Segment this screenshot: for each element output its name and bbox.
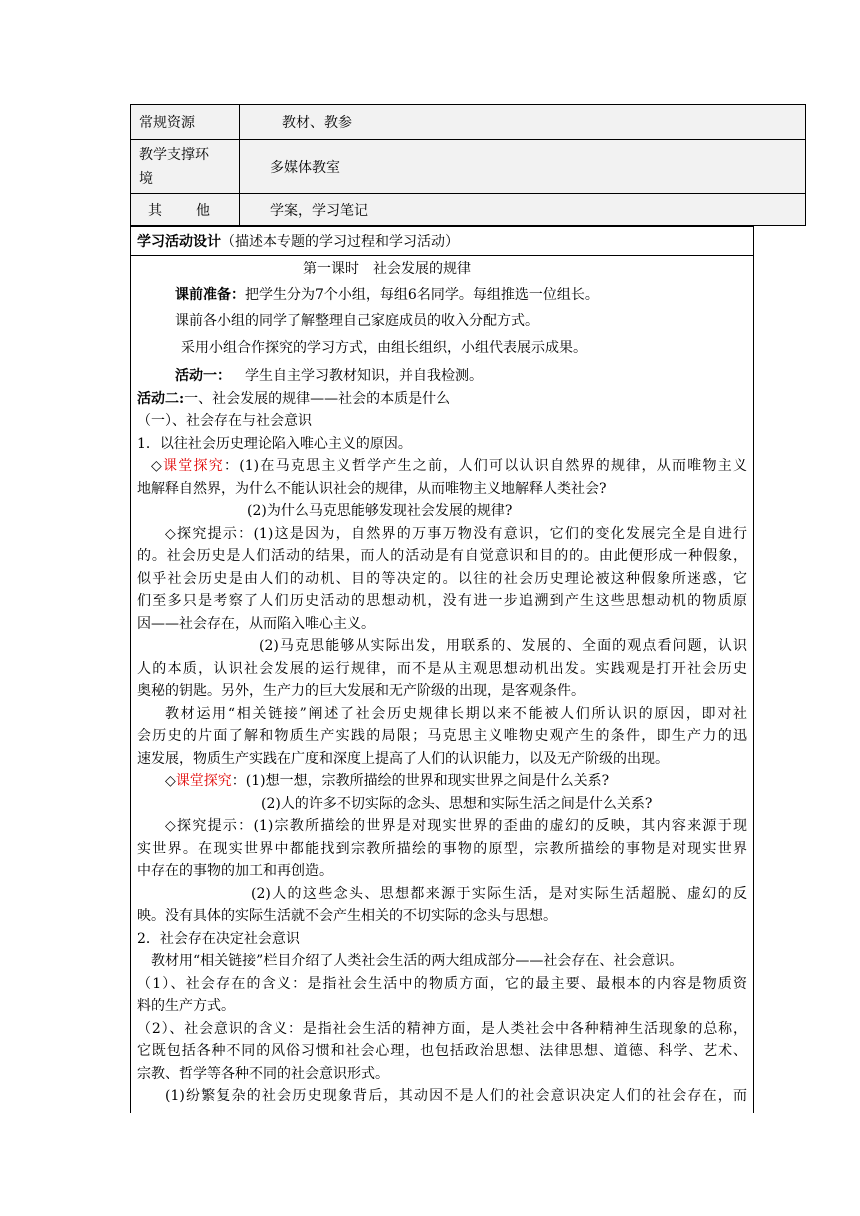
paragraph: 似乎社会历史是由人们的动机、目的等决定的。以往的社会历史理论被这种假象所迷惑，它 — [137, 570, 747, 587]
activity-one-label: 活动一： — [175, 368, 231, 384]
info-label: 其他 — [148, 202, 210, 219]
info-label: 教学支撑环境 — [139, 146, 209, 187]
paragraph: 地解释自然界，为什么不能认识社会的规律，从而唯物主义地解释人类社会? — [137, 480, 607, 497]
activity-design-box — [130, 226, 754, 1113]
prep-line — [137, 284, 747, 307]
design-heading-note: （描述本专题的学习过程和学习活动） — [221, 234, 459, 250]
prep-text: 把学生分为7个小组，每组6名同学。每组推选一位组长。 — [245, 286, 599, 303]
paragraph: 课前各小组的同学了解整理自己家庭成员的收入分配方式。 — [175, 313, 539, 329]
paragraph: 教材用“相关链接”栏目介绍了人类社会生活的两大组成部分——社会存在、社会意识。 — [151, 953, 684, 969]
activity-one-text: 学生自主学习教材知识，并自我检测。 — [245, 368, 483, 384]
prep-label: 课前准备： — [175, 286, 245, 303]
paragraph: 实世界。在现实世界中都能找到宗教所描绘的事物的原型，宗教所描绘的事物是对现实世界 — [137, 840, 747, 857]
info-value: 学案，学习笔记 — [270, 202, 368, 219]
paragraph: 它既包括各种不同的风俗习惯和社会心理，也包括政治思想、法律思想、道德、科学、艺术、 — [137, 1043, 747, 1059]
paragraph: ◇探究提示：(1)这是因为，自然界的万事万物没有意识，它们的变化发展完全是自进行 — [165, 525, 747, 542]
paragraph: 采用小组合作探究的学习方式，由组长组织，小组代表展示成果。 — [181, 339, 587, 356]
design-content — [131, 258, 753, 1108]
paragraph: 速发展，物质生产实践在广度和深度上提高了人们的认识能力，以及无产阶级的出现。 — [137, 750, 669, 767]
question-line: ◇课堂探究：(1)想一想，宗教所描绘的世界和现实世界之间是什么关系? — [165, 773, 610, 789]
activity-two — [137, 388, 747, 411]
info-row — [131, 140, 806, 194]
activity-two-label: 活动二: — [137, 390, 185, 407]
design-heading — [131, 227, 753, 256]
paragraph: 映。没有具体的实际生活就不会产生相关的不切实际的念头与思想。 — [137, 908, 557, 924]
info-row — [131, 105, 806, 140]
paragraph: 的。社会历史是人们活动的结果，而人的活动是有自觉意识和目的的。由此便形成一种假象， — [137, 548, 747, 564]
paragraph: (2)马克思能够从实际出发，用联系的、发展的、全面的观点看问题，认识 — [259, 638, 747, 654]
design-heading-title: 学习活动设计 — [137, 234, 221, 250]
paragraph: 教材运用“相关链接”阐述了社会历史规律长期以来不能被人们所认识的原因，即对社 — [165, 705, 747, 722]
paragraph: （1）、社会存在的含义：是指社会生活中的物质方面，它的最主要、最根本的内容是物质资 — [137, 975, 747, 992]
question-text: ：(1)想一想，宗教所描绘的世界和现实世界之间是什么关系? — [231, 773, 610, 789]
paragraph: 中存在的事物的加工和再创造。 — [137, 863, 333, 879]
lesson-title: 第一课时 社会发展的规律 — [303, 261, 471, 277]
paragraph: （2）、社会意识的含义：是指社会生活的精神方面，是人类社会中各种精神生活现象的总称， — [137, 1020, 747, 1037]
paragraph: 料的生产方式。 — [137, 998, 235, 1014]
paragraph: (2)人的这些念头、思想都来源于实际生活，是对实际生活超脱、虚幻的反 — [251, 885, 747, 902]
paragraph: 奥秘的钥匙。另外，生产力的巨大发展和无产阶级的出现，是客观条件。 — [137, 683, 585, 699]
paragraph: (2)人的许多不切实际的念头、思想和实际生活之间是什么关系? — [261, 795, 653, 812]
activity-two-text: 一、社会发展的规律——社会的本质是什么 — [184, 390, 451, 407]
info-table — [130, 104, 806, 226]
paragraph: 会历史的片面了解和物质生产实践的局限；马克思主义唯物史观产生的条件，即生产力的迅 — [137, 728, 747, 744]
paragraph: (2)为什么马克思能够发现社会发展的规律? — [247, 503, 513, 519]
paragraph: 们至多只是考察了人们历史活动的思想动机，没有进一步追溯到产生这些思想动机的物质原 — [137, 593, 747, 609]
paragraph: (1)纷繁复杂的社会历史现象背后，其动因不是人们的社会意识决定人们的社会存在，而 — [165, 1088, 747, 1104]
section-heading: （一）、社会存在与社会意识 — [137, 413, 312, 429]
info-row — [131, 194, 806, 226]
info-value: 多媒体教室 — [270, 159, 340, 176]
item-heading: 2．社会存在决定社会意识 — [137, 930, 300, 947]
question-text: ：(1)在马克思主义哲学产生之前，人们可以认识自然界的规律，从而唯物主义 — [224, 458, 747, 474]
paragraph: 宗教、哲学等各种不同的社会意识形式。 — [137, 1065, 389, 1082]
info-label: 常规资源 — [131, 105, 240, 140]
paragraph: ◇探究提示：(1)宗教所描绘的世界是对现实世界的歪曲的虚幻的反映，其内容来源于现 — [165, 818, 747, 834]
question-line: ◇课堂探究：(1)在马克思主义哲学产生之前，人们可以认识自然界的规律，从而唯物主义 — [151, 458, 747, 474]
paragraph: 人的本质，认识社会发展的运行规律，而不是从主观思想动机出发。实践观是打开社会历史 — [137, 660, 747, 677]
activity-one — [137, 365, 747, 388]
item-heading: 1．以往社会历史理论陷入唯心主义的原因。 — [137, 435, 412, 452]
paragraph: 因——社会存在，从而陷入唯心主义。 — [137, 615, 375, 632]
explore-label: 课堂探究 — [175, 773, 232, 789]
info-value: 教材、教参 — [282, 115, 352, 131]
explore-label: 课堂探究 — [163, 458, 225, 474]
